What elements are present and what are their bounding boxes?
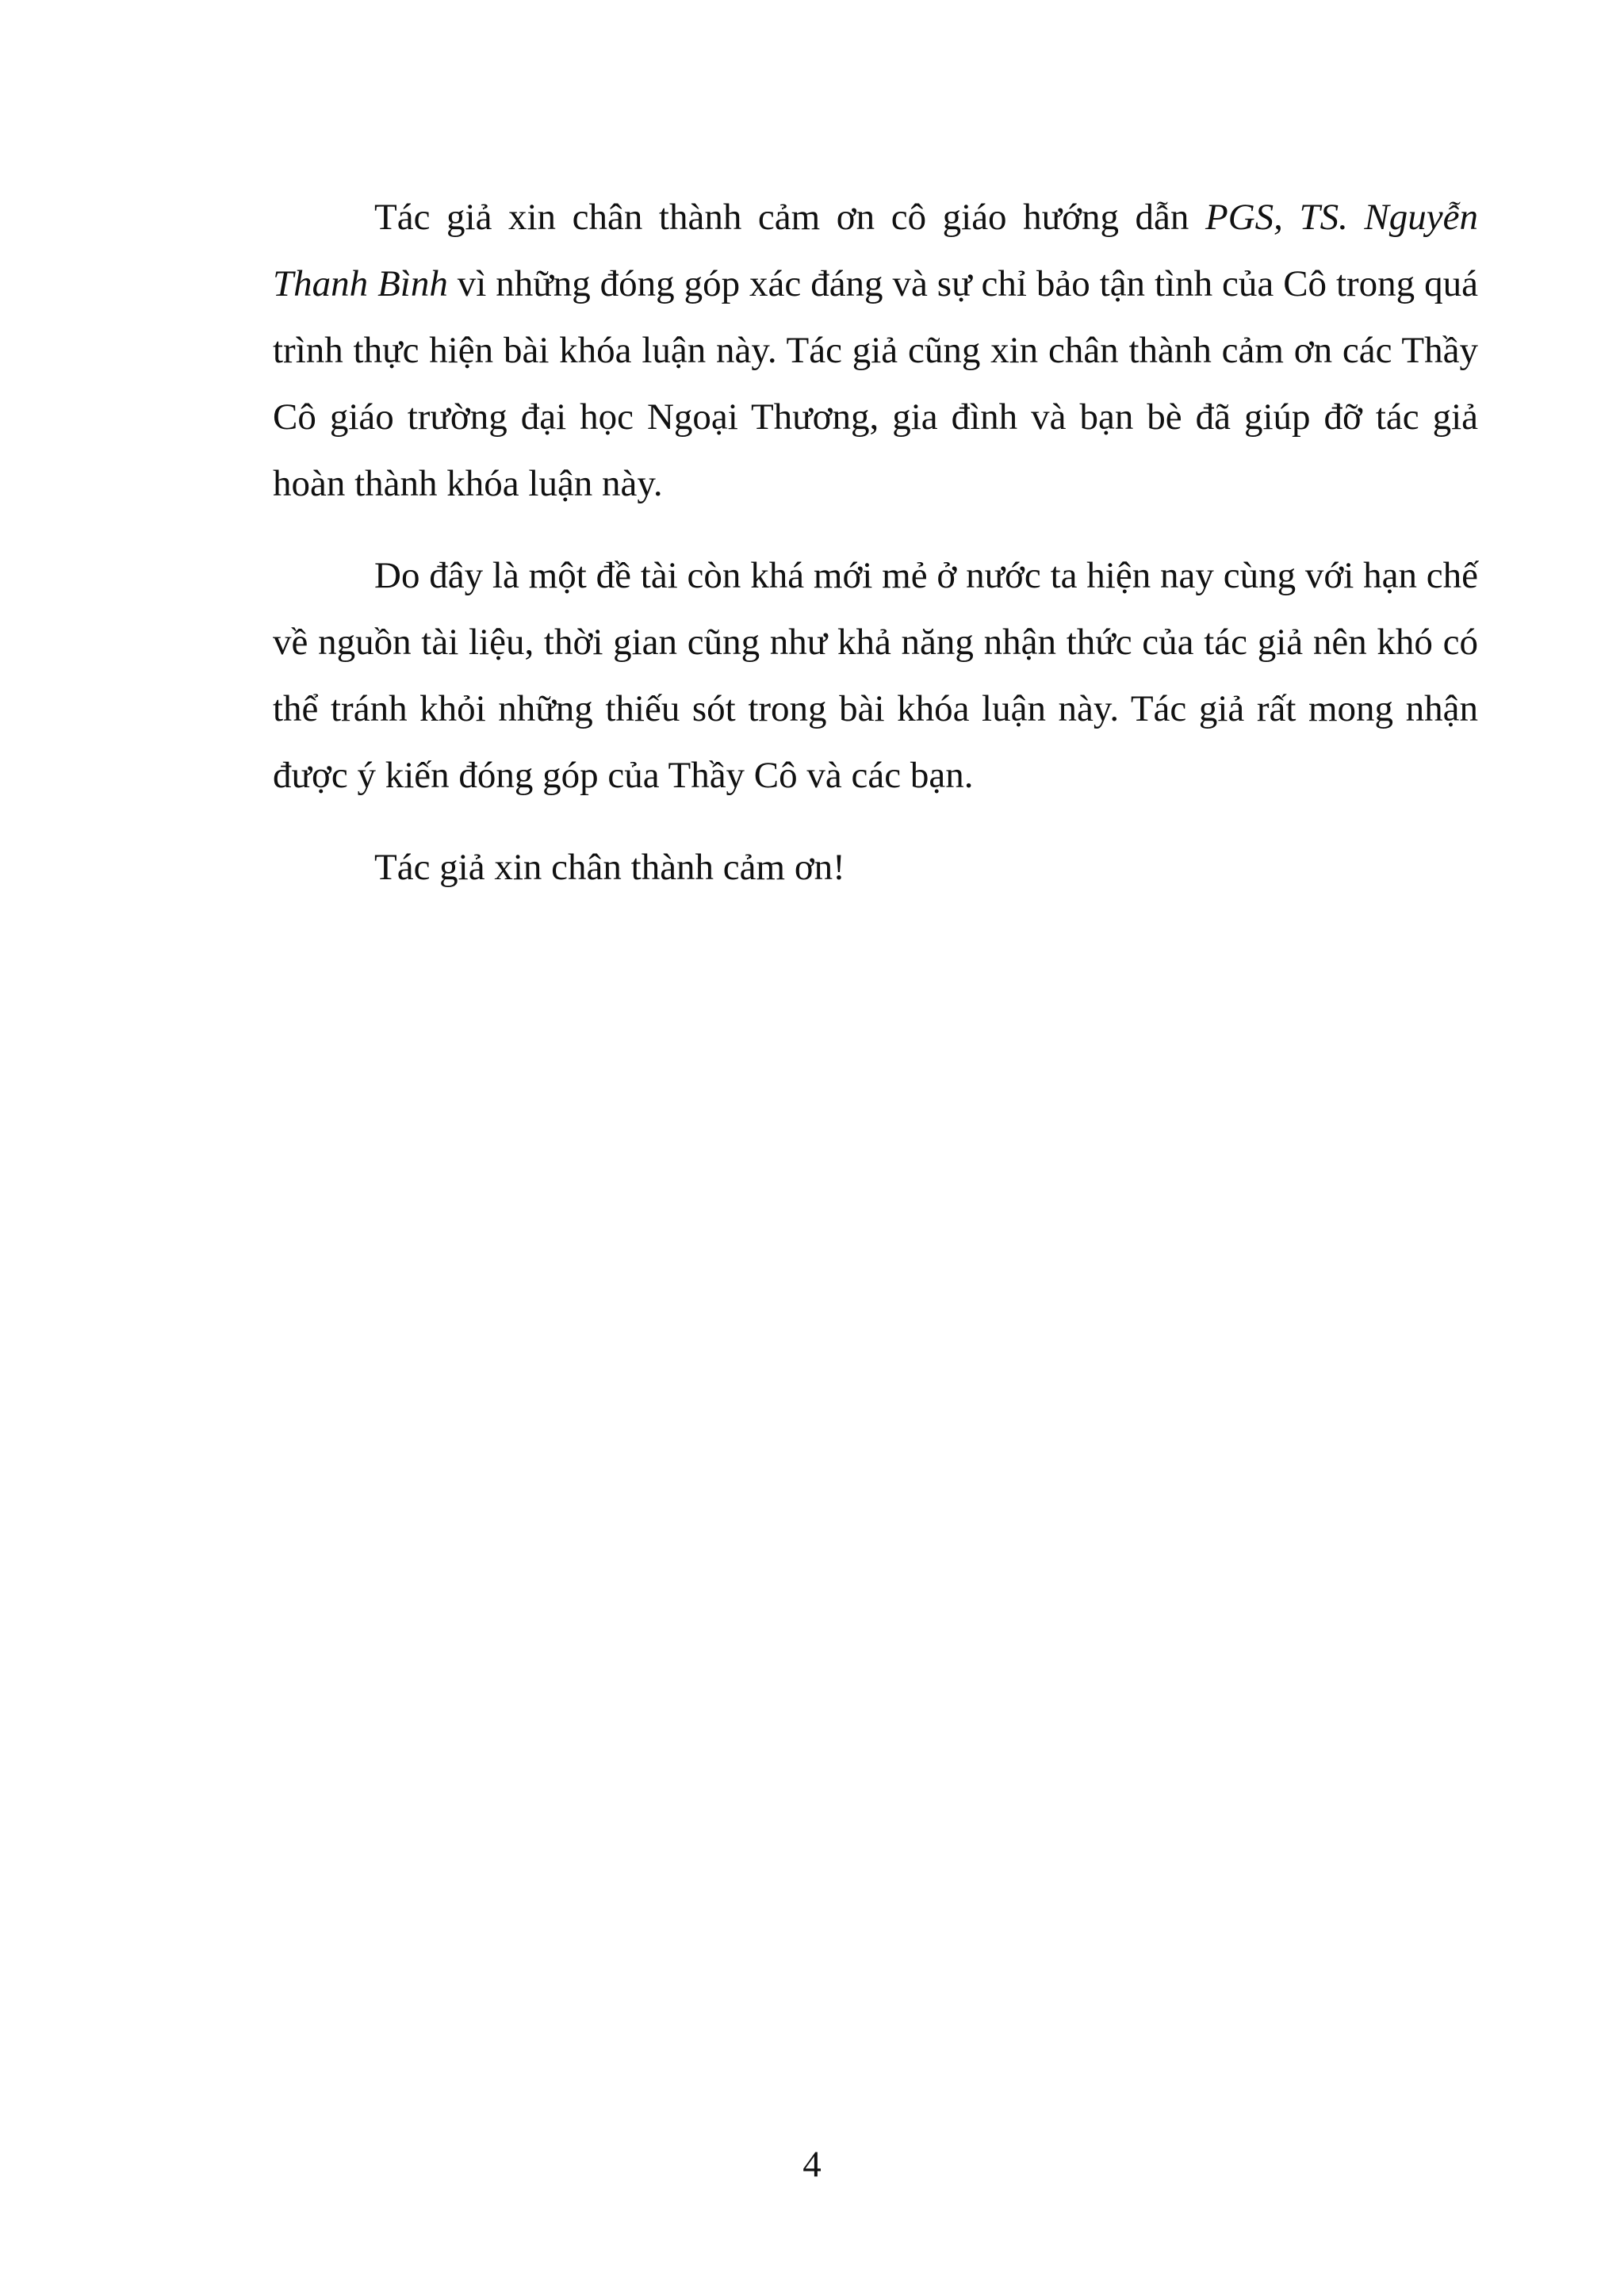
page-body xyxy=(273,184,1478,901)
acknowledgement-closing: Tác giả xin chân thành cảm ơn! xyxy=(374,847,845,888)
paragraph-1-text-end: vì những đóng góp xác đáng và sự chỉ bảo tận tình của Cô trong quá trình thực hiện bài khóa luận này. Tác giả cũng xin chân thành cảm ơn các Thầy Cô giáo trường đại học Ngoại Thương, gia đình và bạn bè đã giúp đỡ tác giả hoàn thành khóa luận này. xyxy=(273,263,1478,504)
acknowledgement-paragraph-2: Do đây là một đề tài còn khá mới mẻ ở nước ta hiện nay cùng với hạn chế về nguồn tài liệu, thời gian cũng như khả năng nhận thức của tác giả nên khó có thể tránh khỏi những thiếu sót trong bài khóa luận này. Tác giả rất mong nhận được ý kiến đóng góp của Thầy Cô và các bạn. xyxy=(273,555,1478,796)
supervisor-name: PGS, TS. Nguyễn Thanh Bình xyxy=(273,197,1478,304)
acknowledgement-paragraph-1 xyxy=(273,184,1478,517)
page-number: 4 xyxy=(802,2144,822,2185)
paragraph-1-text-start: Tác giả xin chân thành cảm ơn cô giáo hướng dẫn xyxy=(374,197,1205,238)
